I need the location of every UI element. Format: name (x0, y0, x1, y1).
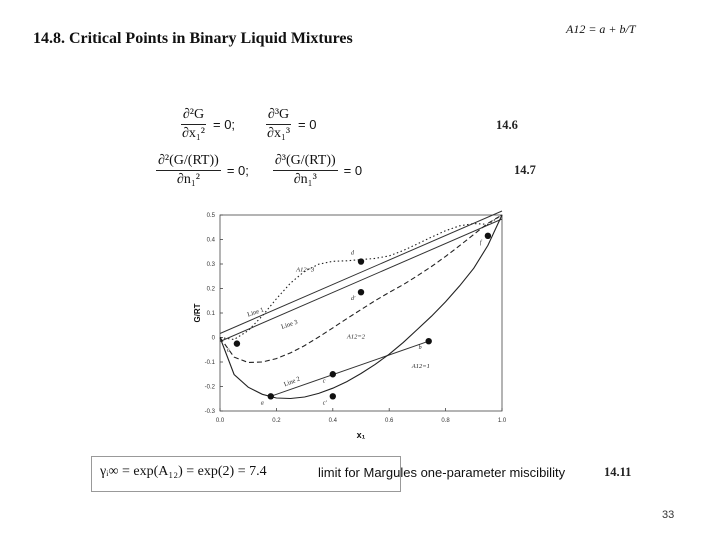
chart-annotation: Line 1 (246, 306, 265, 319)
eq146-left-fraction (180, 107, 207, 142)
chart-annotation: Line 3 (280, 318, 299, 331)
y-tick-label: 0.5 (206, 213, 215, 219)
equation-number-14-7: 14.7 (514, 163, 536, 177)
point-label: e (226, 347, 230, 354)
point-label: d (351, 250, 354, 257)
y-tick-label: 0.3 (206, 262, 215, 268)
point-label: a (260, 400, 264, 407)
equation-14-11: γᵢ∞ = exp(A₁₂) = exp(2) = 7.4 (100, 464, 267, 479)
fraction-denominator: ∂n₁³ (293, 172, 317, 187)
y-tick-label: -0.3 (204, 409, 215, 415)
data-point (358, 258, 364, 264)
tangent-line (271, 341, 429, 396)
point-label: f (479, 239, 482, 246)
point-label: c' (322, 400, 327, 407)
equation-rhs: = 0 (298, 117, 317, 132)
equation-rhs: = 0; (226, 163, 249, 178)
data-point (330, 393, 336, 399)
slide-title: 14.8. Critical Points in Binary Liquid Mixtures (33, 30, 353, 47)
page-number: 33 (662, 509, 675, 521)
fraction-denominator: ∂x₁² (182, 126, 205, 141)
equation-14-11-text: limit for Margules one-parameter miscibility (318, 465, 566, 480)
data-point (330, 371, 336, 377)
tangent-line (220, 211, 502, 334)
tangent-line (220, 219, 502, 342)
equation-14-6 (180, 107, 316, 142)
chart-annotation: A12=3 (296, 266, 315, 274)
data-point (358, 289, 364, 295)
y-tick-label: 0.1 (206, 311, 215, 317)
data-point (268, 393, 274, 399)
y-tick-label: 0 (211, 335, 215, 342)
chart-annotation: A12=1 (411, 363, 430, 371)
chart-annotation: Line 2 (282, 375, 302, 389)
eq147-left-fraction (156, 153, 221, 188)
a12-relation: A12 = a + b/T (566, 22, 636, 36)
data-point (425, 338, 431, 344)
x-tick-label: 0.8 (441, 418, 450, 424)
chart-annotation: A12=2 (346, 333, 366, 341)
fraction-denominator: ∂n₁² (176, 172, 200, 187)
x-tick-label: 0.2 (272, 418, 281, 424)
fraction-denominator: ∂x₁³ (267, 126, 291, 141)
equation-14-7 (156, 153, 362, 188)
fraction-numerator: ∂²(G/(RT)) (156, 153, 221, 171)
x-tick-label: 0.6 (385, 418, 394, 424)
point-label: d' (351, 296, 356, 303)
x-tick-label: 1.0 (497, 418, 507, 424)
point-label: c (322, 378, 326, 385)
data-point (485, 233, 491, 239)
y-tick-label: 0.2 (206, 286, 215, 293)
equation-number-14-11: 14.11 (604, 465, 632, 479)
fraction-numerator: ∂³(G/(RT)) (273, 153, 338, 171)
equation-rhs: = 0 (343, 163, 363, 178)
x-tick-label: 0.0 (215, 418, 225, 424)
eq147-right-fraction (273, 153, 338, 188)
chart-svg (192, 205, 522, 450)
y-tick-label: -0.1 (204, 360, 215, 366)
gibbs-energy-chart (192, 205, 522, 455)
equation-number-14-6: 14.6 (496, 118, 518, 132)
data-point (234, 340, 240, 346)
x-tick-label: 0.4 (328, 418, 337, 424)
y-tick-label: -0.2 (204, 384, 215, 391)
fraction-numerator: ∂²G (181, 107, 206, 125)
point-label: b (418, 345, 422, 352)
eq146-right-fraction (265, 107, 292, 142)
fraction-numerator: ∂³G (266, 107, 291, 125)
y-tick-label: 0.4 (206, 237, 215, 244)
curve-a123 (220, 215, 502, 340)
equation-rhs: = 0; (213, 117, 236, 132)
x-axis-label: x₁ (356, 430, 366, 440)
y-axis-label: G/RT (193, 303, 202, 323)
